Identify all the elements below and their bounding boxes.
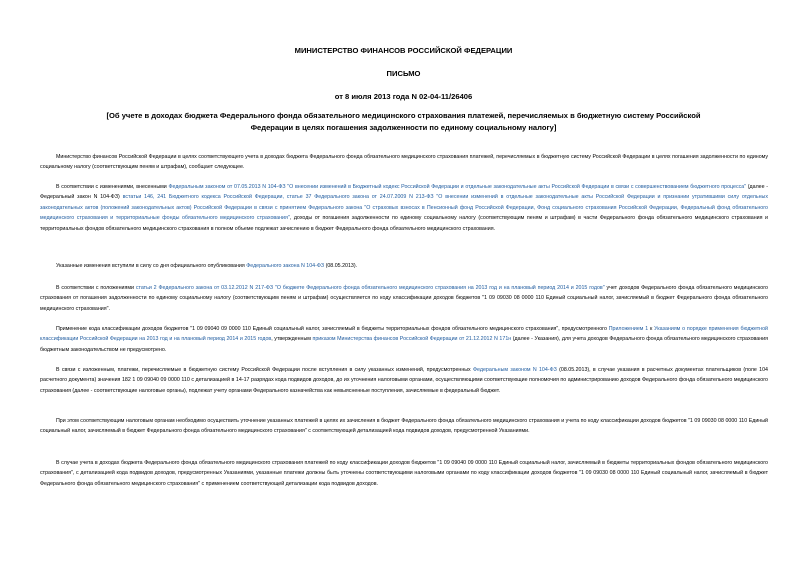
paragraph-text: Министерство финансов Российской Федерации в целях соответствующего учета в доходах бюджета Федерального фонда обязательного медицинского страхования платежей, перечисляемых в бюджетную систему Российской Федерации в целях погашения задолженности по единому социальному налогу (соответствующим пеням и штрафам), сообщает следующее.	[40, 154, 768, 171]
paragraph-text: , доходы от погашения задолженности по единому социальному налогу (соответствующим пеням и штрафам) в части Федерального фонда обязательного медицинского страхования и территориальных фондов обязательного медицинского страхования в полном объеме подлежат зачислению в бюджет Федерального фонда обязательного медицинского страхования.	[40, 215, 769, 232]
paragraph-text: В соответствии с изменениями, внесенными	[56, 184, 169, 190]
document-link[interactable]: приказом Министерства финансов Российской Федерации от 21.12.2012 N 171н	[312, 336, 512, 343]
document-link[interactable]: статьи 2 Федерального закона от 03.12.2012 N 217-ФЗ "О бюджете Федерального фонда обязательного медицинского страхования на 2013 год и на плановый период 2014 и 2015 годов"	[135, 285, 605, 291]
paragraph-1	[40, 152, 768, 173]
paragraph-6	[40, 365, 768, 396]
paragraph-text: Указанные изменения вступили в силу со дня официального опубликования	[56, 263, 247, 269]
paragraph-text: В связи с изложенным, платежи, перечисляемые в бюджетную систему Российской Федерации после вступления в силу указанных изменений, предусмотренных	[56, 367, 474, 373]
paragraph-7	[40, 416, 768, 437]
paragraph-text: При этом соответствующим налоговым органам необходимо осуществить уточнение указанных платежей в целях их зачисления в бюджет Федерального фонда обязательного медицинского страхования и учета по коду классификации доходов бюджетов "1 09 09030 08 0000 110 Единый социальный налог, зачисляемый в бюджет Федерального фонда обязательного медицинского страхования" с соответствующей детализацией кода подвидов доходов, предусмотренной Указаниями.	[40, 418, 768, 435]
paragraph-text: В соответствии с положениями	[56, 285, 136, 291]
paragraph-text: В случае учета в доходах бюджета Федерального фонда обязательного медицинского страхования платежей по коду классификации доходов бюджетов "1 09 09040 09 0000 110 Единый социальный налог, зачисляемый в бюджеты территориальных фондов обязательного медицинского страхования", с детализацией кода подвидов доходов, предусмотренных Указаниями, указанные платежи должны быть уточнены соответствующими налоговыми органами по коду классификации доходов бюджетов "1 09 09030 08 0000 110 Единый социальный налог, зачисляемый в бюджет Федерального фонда обязательного медицинского страхования" с применением соответствующей детализации кода подвидов доходов.	[40, 460, 768, 487]
paragraph-2	[40, 182, 768, 234]
paragraph-5	[40, 324, 768, 355]
paragraph-text: , утвержденным	[271, 336, 313, 343]
paragraph-text: учет доходов Федерального фонда обязательного медицинского страхования от погашения задолженности по единому социальному налогу (соответствующим пеням и штрафам) осуществляется по коду классификации доходов бюджетов "1 09 09030 08 0000 110 Единый социальный налог, зачисляемый в бюджет Федерального фонда обязательного медицинского страхования".	[40, 285, 768, 312]
document-subject: [Об учете в доходах бюджета Федерального фонда обязательного медицинского страхования платежей, перечисляемых в бюджетную систему Российской Федерации в целях погашения задолженности по единому социальному налогу]	[106, 111, 701, 132]
document-link[interactable]: встатьи 146, 241 Бюджетного кодекса Российской Федерации, статье 37 Федерального закона от 24.07.2009 N 213-ФЗ "О внесении изменений в отдельные законодательные акты Российской Федерации и признании утратившими силу отдельных законодательных актов (положений законодательных актов) Российской Федерации в связи с принятием Федерального закона "О страховых взносах в Пенсионный фонд Российской Федерации, Фонд социального страхования Российской Федерации, Федеральный фонд обязательного медицинского страхования и территориальные фонды обязательного медицинского страхования"	[40, 194, 768, 222]
document-link[interactable]: Федеральным законом N 104-ФЗ	[473, 367, 557, 373]
paragraph-text: (далее - Указания), для учета доходов Федерального фонда обязательного медицинского страхования бюджетным законодательством не предусмотрено.	[40, 336, 768, 353]
paragraph-4	[40, 283, 768, 314]
document-link[interactable]: Федеральным законом от 07.05.2013 N 104-ФЗ "О внесении изменений в Бюджетный кодекс Российской Федерации и отдельные законодательные акты Российской Федерации в связи с совершенствованием бюджетного процесса"	[168, 184, 747, 190]
paragraph-text: (08.05.2013), в случае указания в расчетных документах плательщиков (поле 104 расчетного документа) значения 182 1 09 09040 09 0000 110 с детализацией в 14-17 разрядах кода подвидов доходов, до их уточнения налоговыми органами, осуществляющими соответствующие полномочия по администрированию доходов Федерального фонда обязательного медицинского страхования (далее - соответствующие налоговые органы), подлежат учету органами Федерального казначейства как невыясненные поступления, зачисляемые в федеральный бюджет.	[40, 367, 768, 394]
paragraph-text: Применение кода классификации доходов бюджетов "1 09 09040 09 0000 110 Единый социальный налог, зачисляемый в бюджеты территориальных фондов обязательного медицинского страхования", предусмотренного	[56, 326, 609, 332]
document-link[interactable]: Федерального закона N 104-ФЗ	[246, 263, 325, 269]
paragraph-3	[40, 261, 768, 271]
paragraph-text: (08.05.2013).	[324, 263, 358, 269]
paragraph-text: к	[648, 326, 655, 332]
document-type: ПИСЬМО	[386, 69, 421, 78]
paragraph-text: (далее - Федеральный закон N 104-ФЗ)	[40, 184, 769, 201]
ministry-heading: МИНИСТЕРСТВО ФИНАНСОВ РОССИЙСКОЙ ФЕДЕРАЦИИ	[294, 46, 513, 55]
document-link[interactable]: Приложением 1	[608, 326, 649, 332]
paragraph-8	[40, 458, 768, 489]
document-date-number: от 8 июля 2013 года N 02-04-11/26406	[334, 92, 473, 101]
document-link[interactable]: Указаниям о порядке применения бюджетной классификации Российской Федерации на 2013 год и на плановый период 2014 и 2015 годов	[40, 326, 768, 343]
